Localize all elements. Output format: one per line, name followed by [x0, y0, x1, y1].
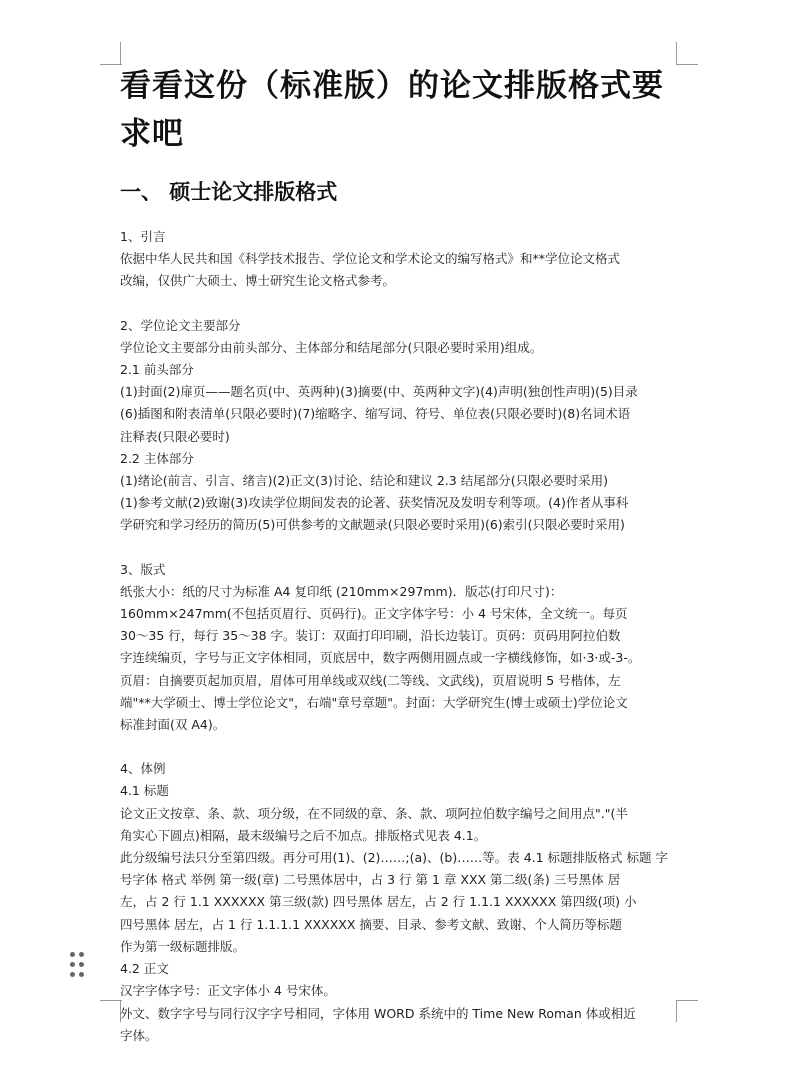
paragraph-gap	[120, 736, 682, 758]
body-text-line: 160mm×247mm(不包括页眉行、页码行)。正文字体字号：小 4 号宋体，全文统一。每页	[120, 606, 628, 622]
body-text-line: 2.2 主体部分	[120, 450, 194, 466]
body-text-line: 2.1 前头部分	[120, 362, 194, 378]
body-text-line: 4.2 正文	[120, 961, 169, 977]
body-text-line: 3、版式	[120, 561, 166, 577]
document-title	[120, 62, 682, 158]
body-text-line: 外文、数字字号与同行汉字字号相同，字体用 WORD 系统中的 Time New Roman 体或相近	[120, 1005, 636, 1021]
document-body	[120, 226, 682, 1047]
body-text-line: 30～35 行，每行 35～38 字。装订：双面打印印刷，沿长边装订。页码：页码用阿拉伯数	[120, 628, 621, 644]
body-text-line: 页眉：自摘要页起加页眉，眉体可用单线或双线(二等线、文武线)，页眉说明 5 号楷体，左	[120, 672, 621, 688]
body-text-line: 端"**大学硕士、博士学位论文"，右端"章号章题"。封面：大学研究生(博士或硕士)学位论文	[120, 694, 628, 710]
body-text-line: (6)插图和附表清单(只限必要时)(7)缩略字、缩写词、符号、单位表(只限必要时)(8)名词术语	[120, 406, 631, 422]
paragraph-gap	[120, 537, 682, 559]
body-text-line: 标准封面(双 A4)。	[120, 717, 226, 733]
body-text-line: 左，占 2 行 1.1 XXXXXX 第三级(款) 四号黑体 居左，占 2 行 1.1.1 XXXXXX 第四级(项) 小	[120, 894, 637, 910]
body-text-line: 作为第一级标题排版。	[120, 938, 246, 954]
body-text-line: 字体。	[120, 1027, 158, 1043]
body-text-line: 号字体 格式 举例 第一级(章) 二号黑体居中，占 3 行 第 1 章 XXX 第二级(条) 三号黑体 居	[120, 872, 621, 888]
body-text-line: 注释表(只限必要时)	[120, 428, 230, 444]
body-text-line: 论文正文按章、条、款、项分级，在不同级的章、条、款、项阿拉伯数字编号之间用点"."(半	[120, 805, 628, 821]
body-text-line: 4.1 标题	[120, 783, 169, 799]
body-text-line: 字连续编页，字号与正文字体相同，页底居中，数字两侧用圆点或一字横线修饰，如·3·或-3-。	[120, 650, 641, 666]
title-line-1: 看看这份（标准版）的论文排版格式要	[120, 68, 664, 104]
body-text-line: 纸张大小：纸的尺寸为标准 A4 复印纸 (210mm×297mm)．版芯(打印尺寸)：	[120, 583, 563, 599]
body-text-line: 四号黑体 居左，占 1 行 1.1.1.1 XXXXXX 摘要、目录、参考文献、致谢、个人简历等标题	[120, 916, 622, 932]
body-text-line: (1)封面(2)扉页——题名页(中、英两种)(3)摘要(中、英两种文字)(4)声明(独创性声明)(5)目录	[120, 384, 638, 400]
body-text-line: 汉字字体字号：正文字体小 4 号宋体。	[120, 983, 336, 999]
paragraph-gap	[120, 293, 682, 315]
drag-handle-icon[interactable]	[70, 952, 86, 980]
section-heading: 一、 硕士论文排版格式	[120, 180, 338, 204]
body-text-line: 改编，仅供广大硕士、博士研究生论文格式参考。	[120, 273, 396, 289]
body-text-line: (1)绪论(前言、引言、绪言)(2)正文(3)讨论、结论和建议 2.3 结尾部分(只限必要时采用)	[120, 473, 608, 489]
body-text-line: 学研究和学习经历的简历(5)可供参考的文献题录(只限必要时采用)(6)索引(只限必要时采用)	[120, 517, 625, 533]
document-page	[120, 62, 682, 1043]
body-text-line: 此分级编号法只分至第四级。再分可用(1)、(2)……;(a)、(b)……等。表 4.1 标题排版格式 标题 字	[120, 850, 668, 866]
body-text-line: 2、学位论文主要部分	[120, 317, 241, 333]
body-text-line: 4、体例	[120, 761, 166, 777]
body-text-line: (1)参考文献(2)致谢(3)攻读学位期间发表的论著、获奖情况及发明专利等项。(4)作者从事科	[120, 495, 629, 511]
body-text-line: 学位论文主要部分由前头部分、主体部分和结尾部分(只限必要时采用)组成。	[120, 339, 543, 355]
body-text-line: 依据中华人民共和国《科学技术报告、学位论文和学术论文的编写格式》和**学位论文格式	[120, 251, 621, 267]
title-line-2: 求吧	[120, 116, 184, 152]
body-text-line: 1、引言	[120, 229, 166, 244]
body-text-line: 角实心下圆点)相隔，最末级编号之后不加点。排版格式见表 4.1。	[120, 827, 487, 843]
